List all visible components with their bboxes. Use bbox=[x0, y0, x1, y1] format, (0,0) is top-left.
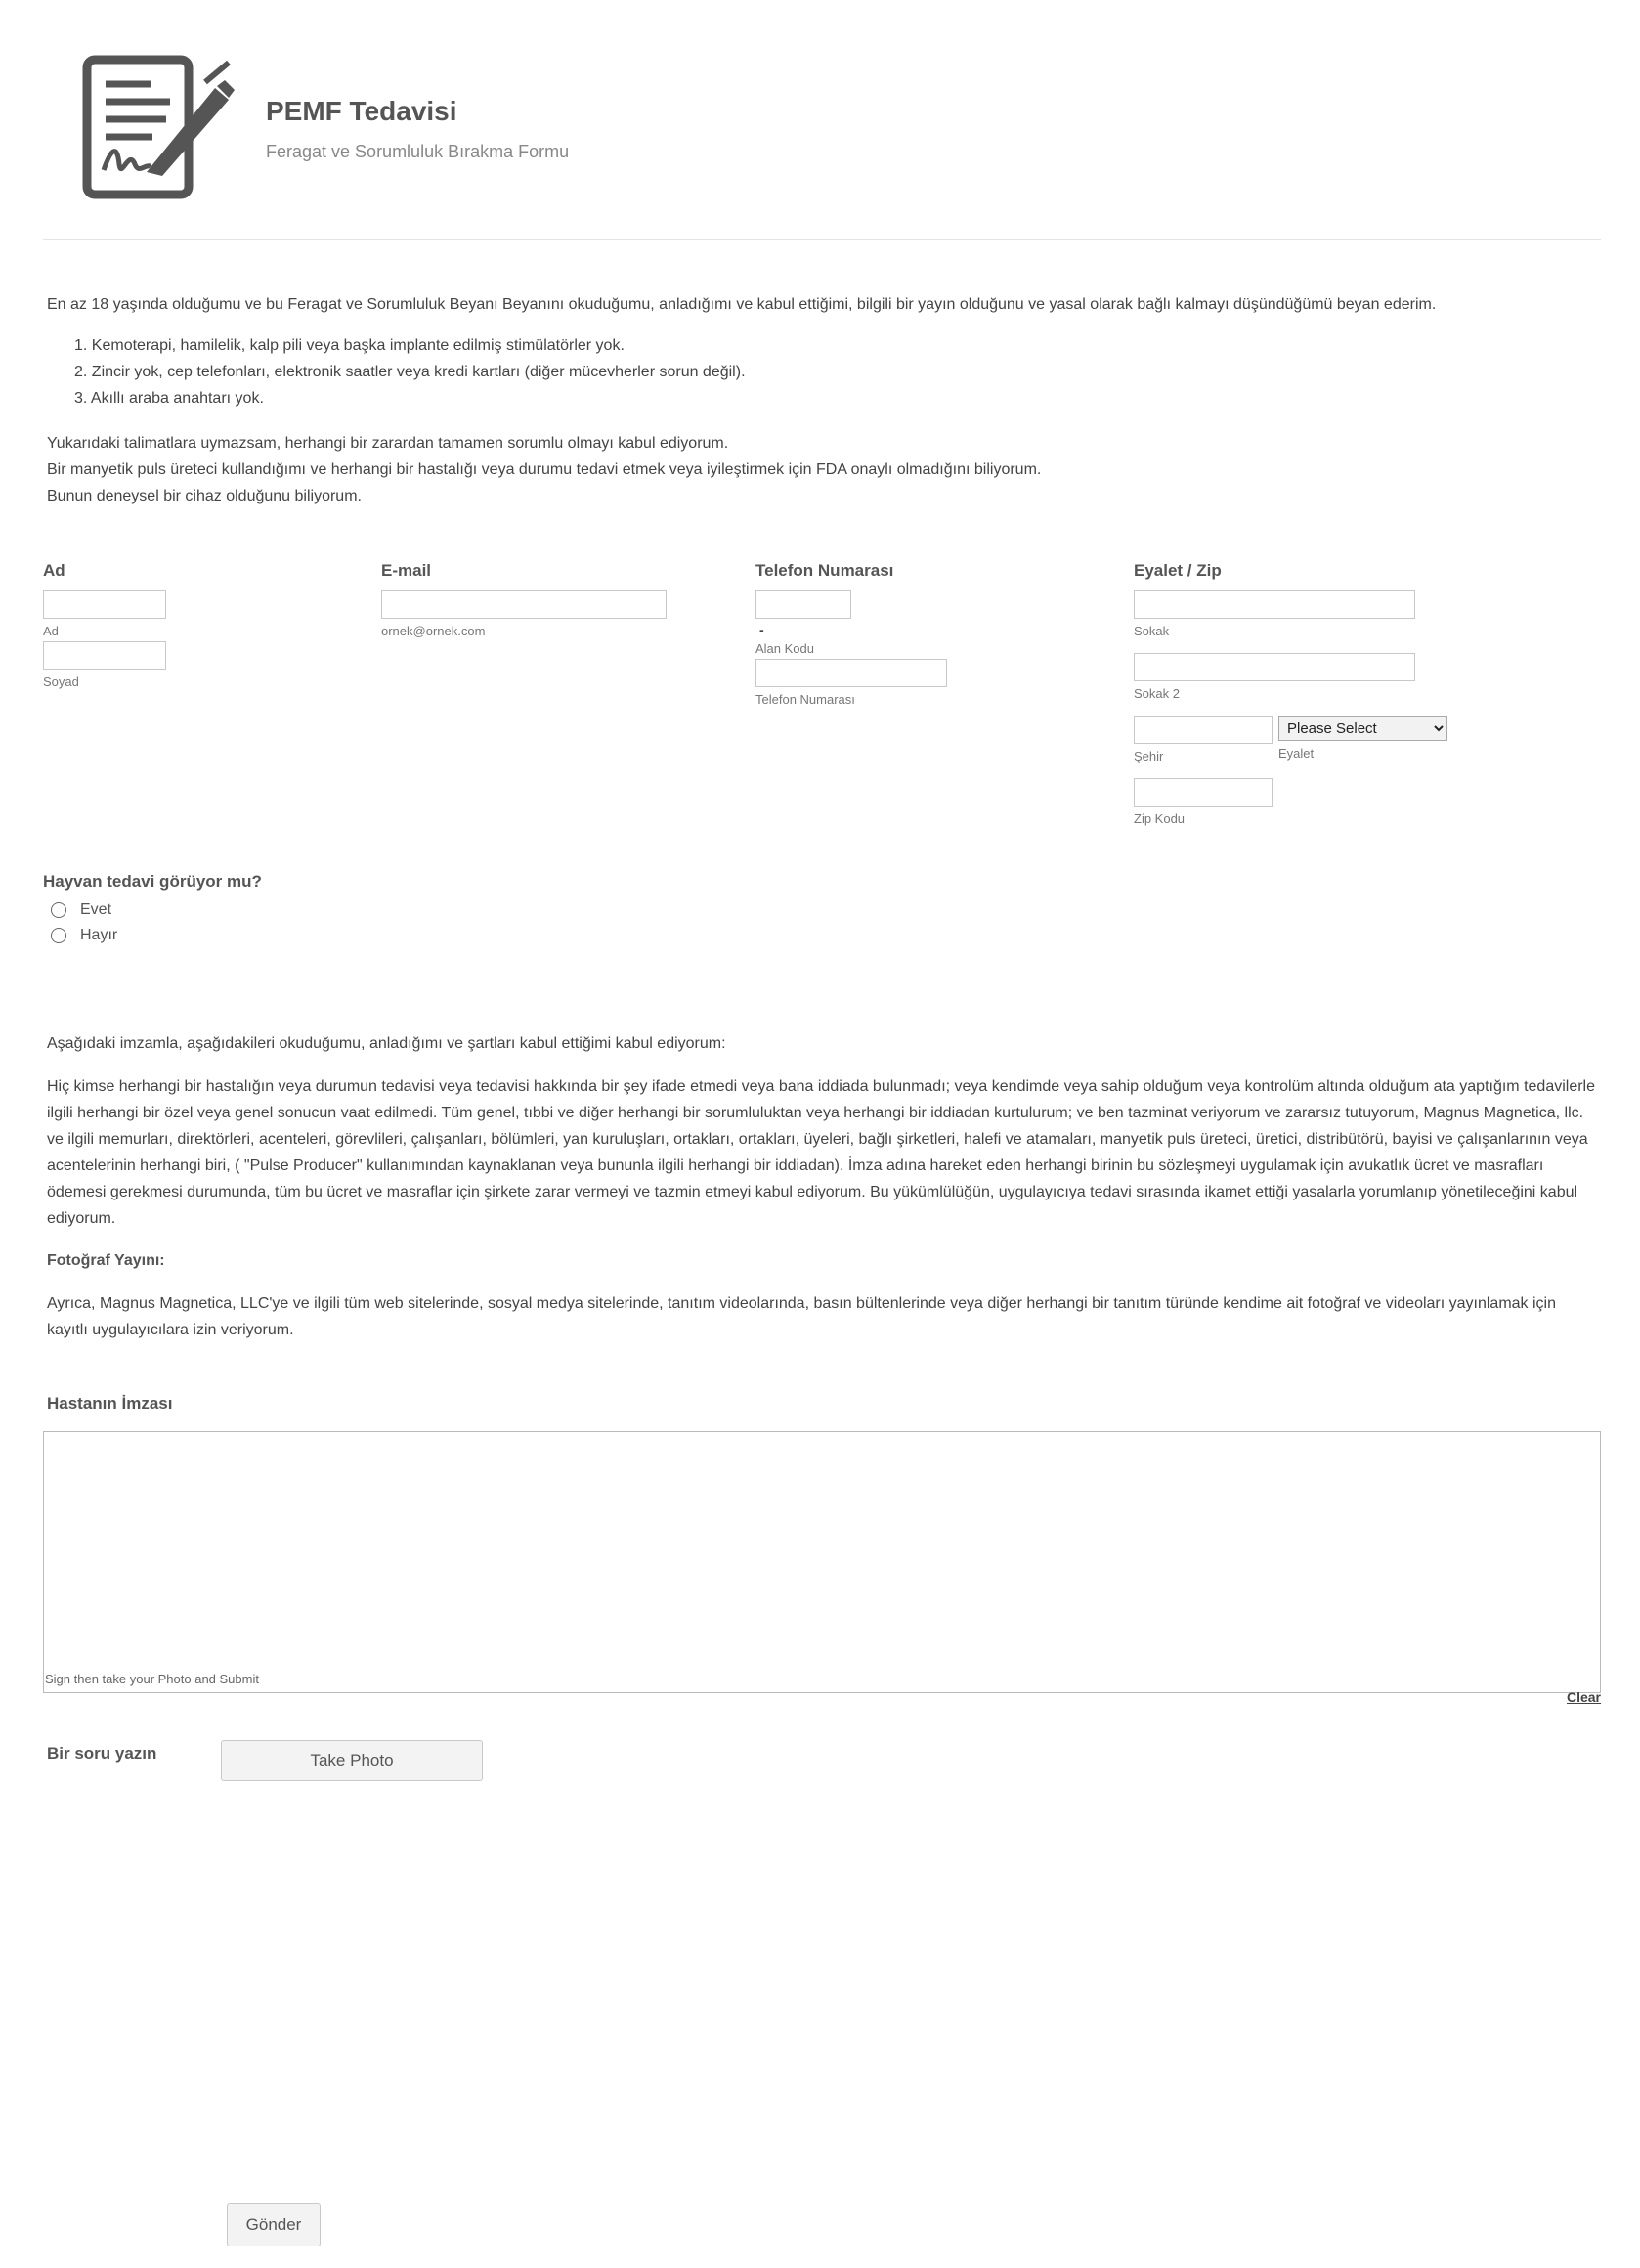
radio-button[interactable] bbox=[51, 902, 66, 918]
zip-input[interactable] bbox=[1134, 778, 1273, 807]
list-item: 2. Zincir yok, cep telefonları, elektronik saatler veya kredi kartları (diğer mücevherler sorun değil). bbox=[74, 364, 746, 380]
last-name-input[interactable] bbox=[43, 641, 166, 670]
street2-input[interactable] bbox=[1134, 653, 1415, 681]
form-title: PEMF Tedavisi bbox=[266, 96, 457, 126]
note-line: Yukarıdaki talimatlara uymazsam, herhangi bir zarardan tamamen sorumlu olmayı kabul ediyorum. bbox=[47, 435, 729, 452]
signature-label: Hastanın İmzası bbox=[47, 1394, 173, 1413]
form-subtitle: Feragat ve Sorumluluk Bırakma Formu bbox=[266, 142, 570, 161]
city-sublabel: Şehir bbox=[1134, 749, 1164, 763]
state-sublabel: Eyalet bbox=[1278, 746, 1315, 761]
signature-hint: Sign then take your Photo and Submit bbox=[45, 1672, 259, 1686]
phone-number-input[interactable] bbox=[755, 659, 947, 687]
last-name-sublabel: Soyad bbox=[43, 675, 79, 689]
list-item: 3. Akıllı araba anahtarı yok. bbox=[74, 390, 264, 407]
first-name-sublabel: Ad bbox=[43, 624, 59, 638]
city-input[interactable] bbox=[1134, 716, 1273, 744]
name-label: Ad bbox=[43, 561, 65, 580]
phone-label: Telefon Numarası bbox=[755, 561, 894, 580]
submit-button[interactable]: Gönder bbox=[227, 2203, 321, 2246]
email-label: E-mail bbox=[381, 561, 432, 580]
radio-label: Evet bbox=[80, 901, 112, 918]
first-name-input[interactable] bbox=[43, 590, 166, 619]
agreement-lead: Aşağıdaki imzamla, aşağıdakileri okuduğumu, anladığımı ve şartları kabul ettiğimi kabul ediyorum: bbox=[47, 1035, 726, 1052]
street-input[interactable] bbox=[1134, 590, 1415, 619]
agreement-body: Hiç kimse herhangi bir hastalığın veya durumun tedavisi veya tedavisi hakkında bir şey ifade etmedi veya bana iddiada bulunmadı; veya kendimde veya sahip olduğum veya kontrolüm altında olduğum ata yaptığım tedavilerle ilgili herhangi bir özel veya genel sonucun vaat edilmedi. Tüm genel, tıbbi ve diğer herhangi bir sorumluluktan veya herhangi bir iddiadan kurtulurum; ve ben tazminat veriyorum ve zararsız tutuyorum, Magnus Magnetica, llc. ve ilgili memurları, direktörleri, acenteleri, görevlileri, çalışanları, bölümleri, yan kuruluşları, ortakları, ortakları, üyeleri, bağlı şirketleri, halefi ve atamaları, manyetik puls üreteci, üretici, distribütörü, bayisi ve çalışanlarının veya acentelerinin herhangi biri, ( "Pulse Producer" kullanımından kaynaklanan veya bununla ilgili herhangi bir iddiadan). İmza adına hareket eden herhangi birinin bu sözleşmeyi uygulamak için avukatlık ücret ve masrafları ödemesi gerekmesi durumunda, tüm bu ücret ve masraflar için şirkete zarar vermeyi ve tazmin etmeyi kabul ediyorum. Bu yükümlülüğün, uygulayıcıya tedavi sırasında ikamet ettiği yasalarla yorumlanıp yönetileceğini kabul ediyorum. bbox=[47, 1078, 1596, 1227]
photo-question-label: Bir soru yazın bbox=[47, 1744, 157, 1763]
street-sublabel: Sokak bbox=[1134, 624, 1170, 638]
intro-statement: En az 18 yaşında olduğumu ve bu Feragat ve Sorumluluk Beyanı Beyanını okuduğumu, anladığımı ve kabul ettiğimi, bilgili bir yayın olduğunu ve yasal olarak bağlı kalmayı düşündüğümü beyan ederim. bbox=[47, 296, 1437, 313]
signature-pad[interactable] bbox=[43, 1431, 1601, 1693]
radio-option-evet[interactable] bbox=[51, 901, 111, 919]
radio-option-hayir[interactable] bbox=[51, 927, 117, 944]
state-select[interactable] bbox=[1278, 716, 1447, 741]
photo-release-body: Ayrıca, Magnus Magnetica, LLC'ye ve ilgili tüm web sitelerinde, sosyal medya sitelerinde, tanıtım videolarında, basın bültenlerinde veya diğer herhangi bir tanıtım türünde kendime ait fotoğraf ve videoları yayınlamak için kayıtlı uygulayıcılara izin veriyorum. bbox=[47, 1295, 1557, 1338]
email-sublabel: ornek@ornek.com bbox=[381, 624, 486, 638]
document-pen-icon bbox=[82, 55, 238, 199]
clear-signature-link[interactable]: Clear bbox=[1566, 1689, 1601, 1705]
radio-button[interactable] bbox=[51, 928, 66, 943]
address-label: Eyalet / Zip bbox=[1134, 561, 1222, 580]
animal-question-label: Hayvan tedavi görüyor mu? bbox=[43, 872, 262, 891]
requirements-list bbox=[74, 332, 1540, 412]
area-code-sublabel: Alan Kodu bbox=[755, 641, 814, 656]
phone-separator: - bbox=[759, 622, 764, 637]
note-line: Bir manyetik puls üreteci kullandığımı ve herhangi bir hastalığı veya durumu tedavi etmek veya iyileştirmek için FDA onaylı olmadığını biliyorum. bbox=[47, 461, 1042, 478]
street2-sublabel: Sokak 2 bbox=[1134, 686, 1180, 701]
email-input[interactable] bbox=[381, 590, 667, 619]
radio-label: Hayır bbox=[80, 927, 118, 943]
intro-notes bbox=[47, 430, 1601, 509]
list-item: 1. Kemoterapi, hamilelik, kalp pili veya başka implante edilmiş stimülatörler yok. bbox=[74, 337, 625, 354]
photo-release-heading: Fotoğraf Yayını: bbox=[47, 1252, 165, 1269]
take-photo-button[interactable]: Take Photo bbox=[221, 1740, 483, 1781]
area-code-input[interactable] bbox=[755, 590, 851, 619]
phone-number-sublabel: Telefon Numarası bbox=[755, 692, 855, 707]
note-line: Bunun deneysel bir cihaz olduğunu biliyorum. bbox=[47, 488, 362, 504]
header-divider bbox=[43, 239, 1601, 240]
zip-sublabel: Zip Kodu bbox=[1134, 811, 1186, 826]
